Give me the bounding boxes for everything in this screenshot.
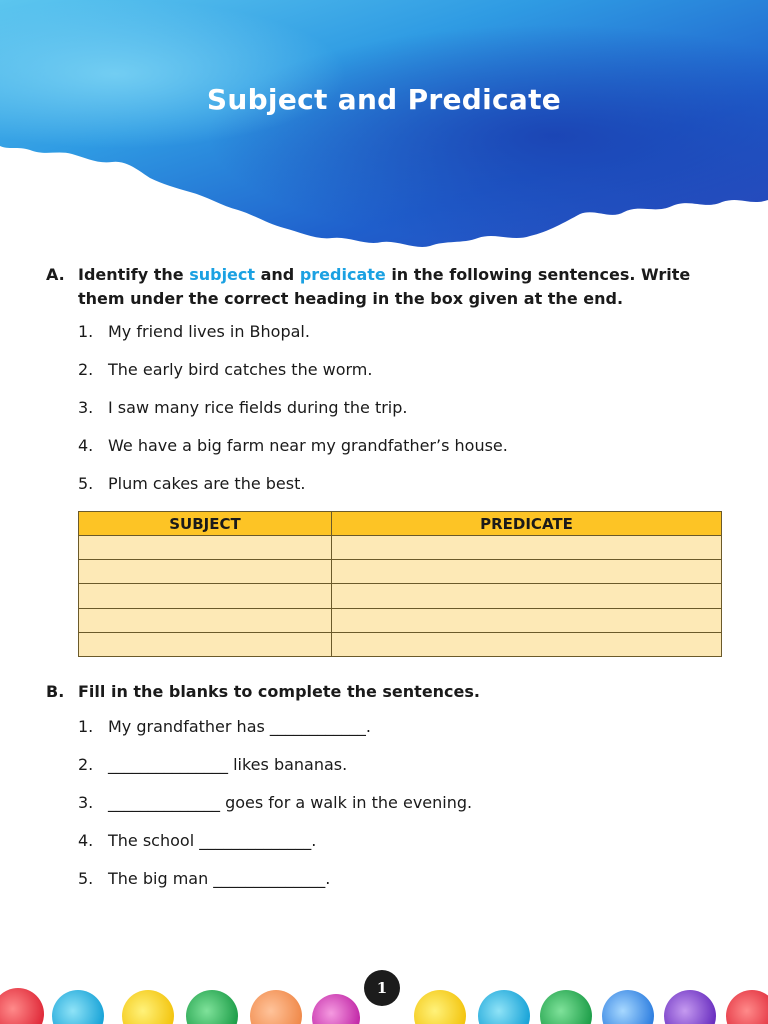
list-item: 4. We have a big farm near my grandfather’s house. [78,436,508,455]
section-b-question [46,680,726,704]
dot [250,990,302,1024]
section-b-letter: B. [46,682,65,701]
predicate-column-header: PREDICATE [332,512,722,536]
dot [540,990,592,1024]
subject-column-header: SUBJECT [79,512,332,536]
page-title: Subject and Predicate [206,83,562,116]
table-row [79,560,722,584]
list-item: 3. I saw many rice fields during the trip. [78,398,408,417]
highlight-subject: subject [189,265,256,284]
list-item: 4. The school ______________. [78,831,317,850]
predicate-cell[interactable] [332,560,722,584]
section-b-text: Fill in the blanks to complete the sentences. [78,682,480,701]
subject-cell[interactable] [79,632,332,656]
section-a-letter: A. [46,265,65,284]
list-item: 3. ______________ goes for a walk in the evening. [78,793,473,812]
dot [414,990,466,1024]
list-item: 1. My friend lives in Bhopal. [78,322,310,341]
predicate-cell[interactable] [332,536,722,560]
dot [478,990,530,1024]
dot [312,994,360,1024]
predicate-cell[interactable] [332,632,722,656]
list-item: 2. _______________ likes bananas. [78,755,348,774]
subject-cell[interactable] [79,536,332,560]
dot [52,990,104,1024]
dot [726,990,768,1024]
dot [122,990,174,1024]
highlight-predicate: predicate [299,265,386,284]
table-row [79,584,722,608]
table-row [79,632,722,656]
dot [664,990,716,1024]
dot [0,988,44,1024]
dot [602,990,654,1024]
section-a-text: Identify the subject and predicate in the following sentences. Write them under the correct heading in the box given at the end. [78,265,691,308]
list-item: 5. Plum cakes are the best. [78,474,306,493]
list-item: 5. The big man ______________. [78,869,331,888]
watercolor-header-banner [0,0,768,250]
table-row [79,536,722,560]
predicate-cell[interactable] [332,608,722,632]
section-a-question [46,263,726,311]
list-item: 2. The early bird catches the worm. [78,360,373,379]
list-item: 1. My grandfather has ____________. [78,717,372,736]
predicate-cell[interactable] [332,584,722,608]
page-number-badge: 1 [364,970,400,1006]
dot [186,990,238,1024]
subject-cell[interactable] [79,560,332,584]
table-row [79,608,722,632]
subject-cell[interactable] [79,584,332,608]
subject-predicate-table [78,511,721,657]
subject-cell[interactable] [79,608,332,632]
